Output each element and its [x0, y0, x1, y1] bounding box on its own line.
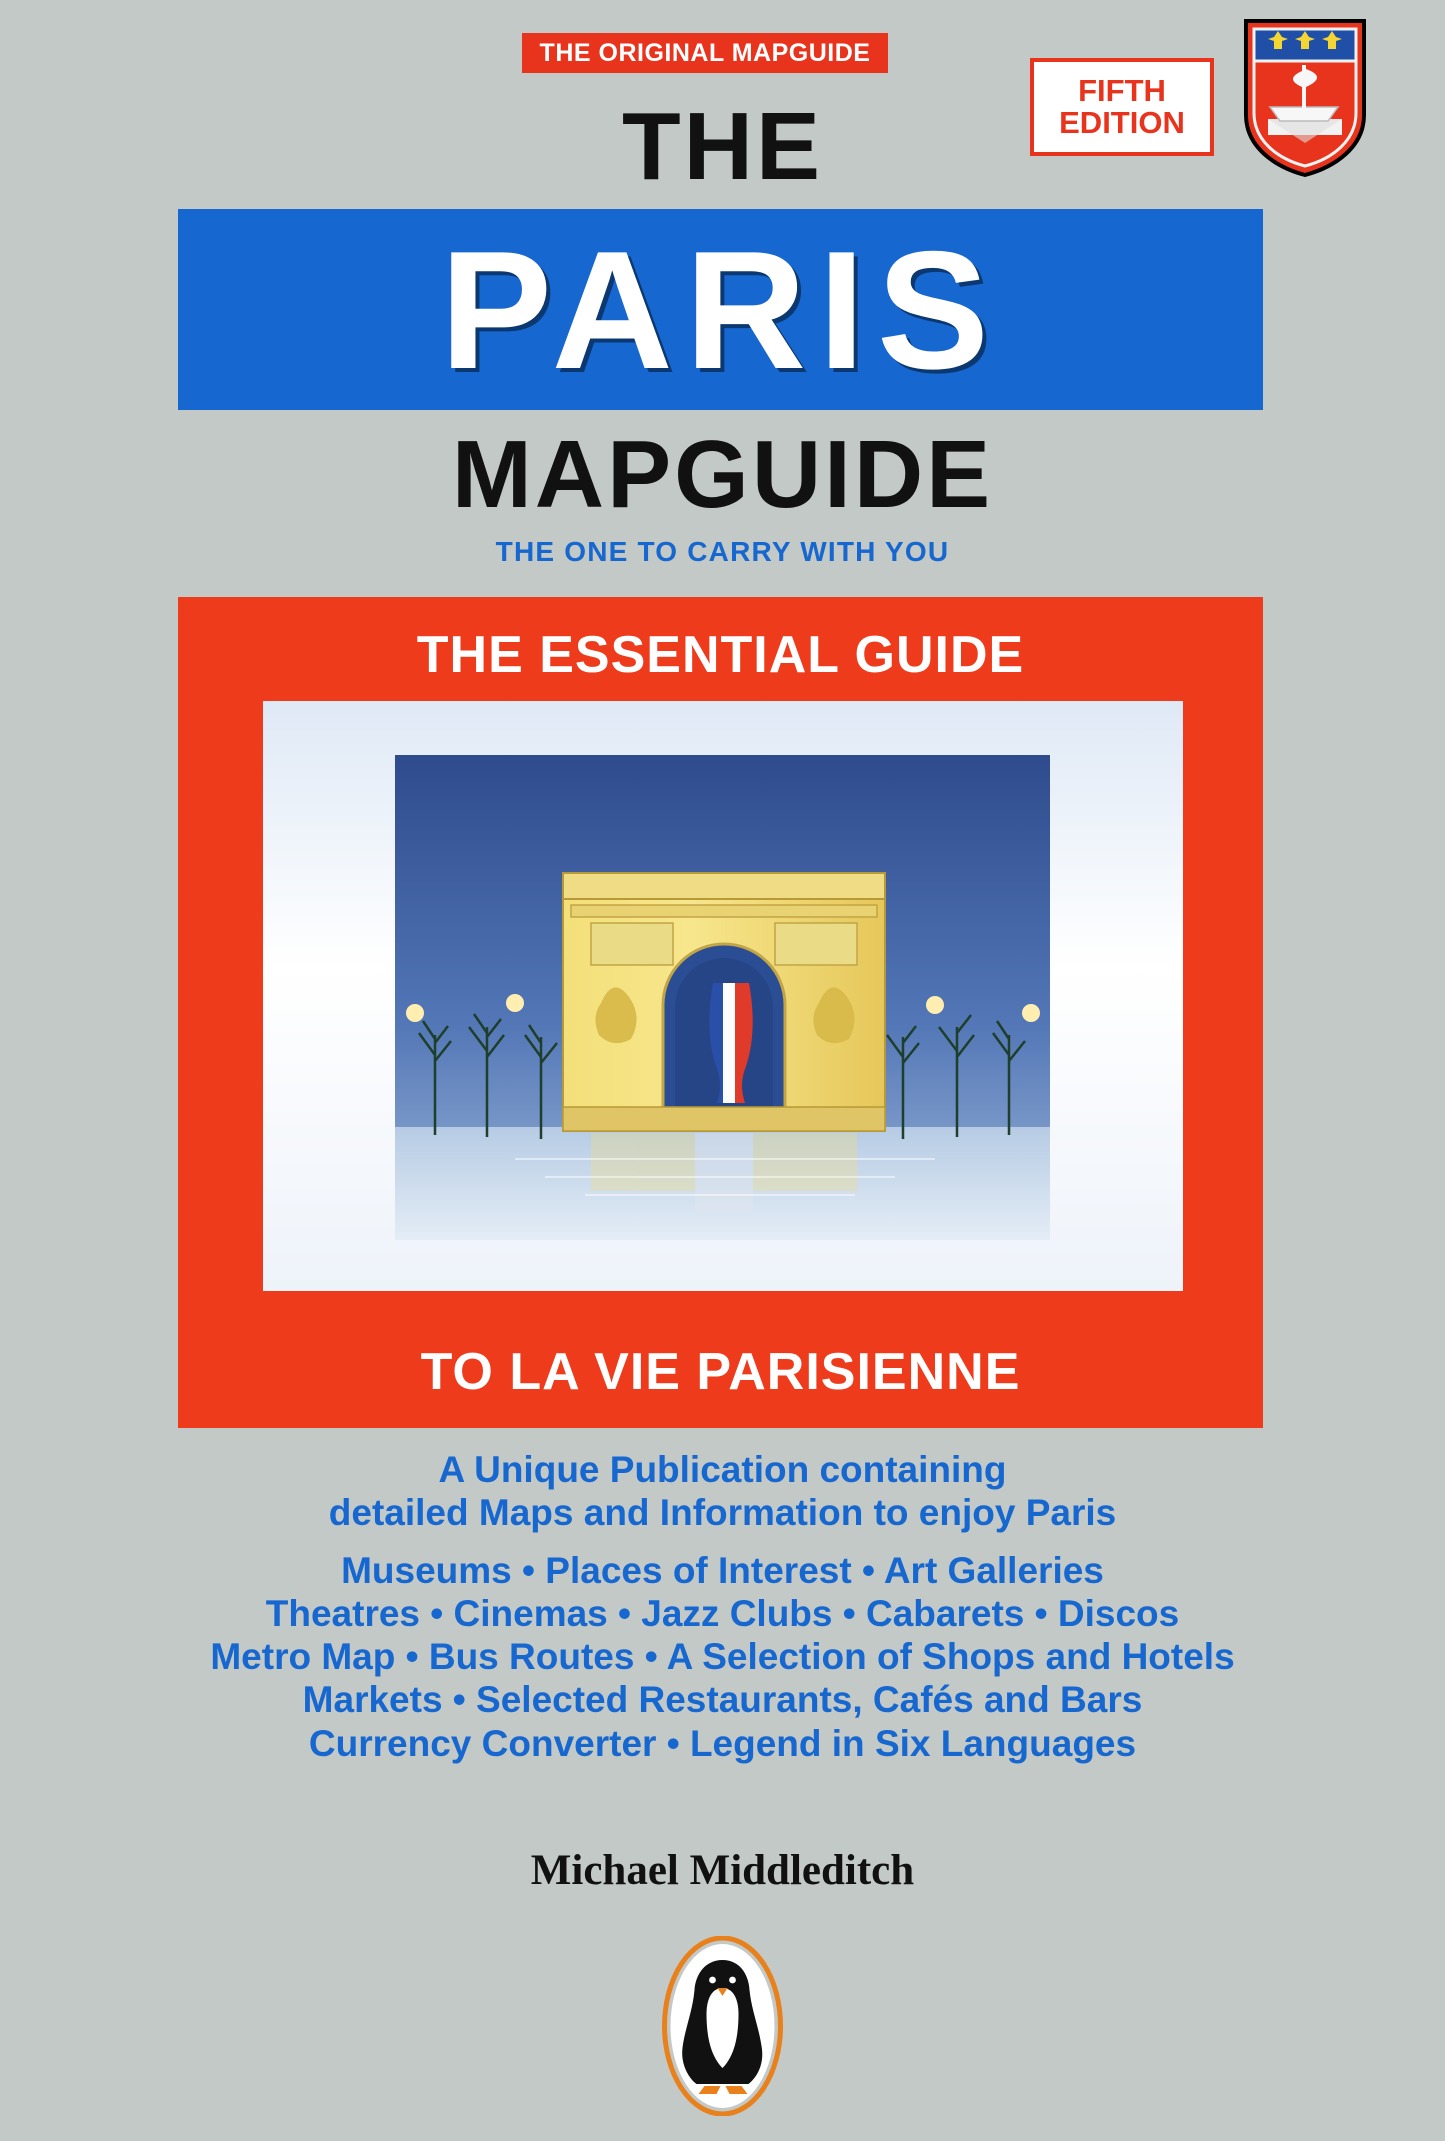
- original-mapguide-badge: THE ORIGINAL MAPGUIDE: [522, 33, 888, 73]
- edition-line-1: FIFTH: [1078, 73, 1166, 109]
- feature-line-2: Theatres • Cinemas • Jazz Clubs • Cabarets • Discos: [265, 1592, 1180, 1634]
- author-name: Michael Middleditch: [530, 1847, 915, 1894]
- penguin-logo-icon: [660, 1936, 785, 2116]
- lead-line-2: detailed Maps and Information to enjoy Paris: [328, 1492, 1117, 1534]
- title-the: THE: [622, 93, 823, 200]
- feature-text-block: [0, 1448, 1445, 1765]
- arc-de-triomphe-artwork: [395, 755, 1050, 1240]
- title-paris: PARIS: [440, 215, 1001, 404]
- illustration-frame: [263, 701, 1183, 1291]
- panel-heading-top: THE ESSENTIAL GUIDE: [416, 626, 1025, 684]
- feature-line-4: Markets • Selected Restaurants, Cafés and Bars: [302, 1679, 1143, 1721]
- title-mapguide: MAPGUIDE: [451, 421, 994, 528]
- panel-heading-bottom: TO LA VIE PARISIENNE: [420, 1343, 1021, 1401]
- feature-line-1: Museums • Places of Interest • Art Galleries: [341, 1549, 1104, 1591]
- tagline: THE ONE TO CARRY WITH YOU: [495, 536, 950, 567]
- arc-de-triomphe-illustration: [395, 755, 1050, 1240]
- red-feature-panel: [178, 597, 1263, 1428]
- edition-line-2: EDITION: [1059, 105, 1185, 140]
- feature-line-3: Metro Map • Bus Routes • A Selection of Shops and Hotels: [210, 1636, 1235, 1678]
- lead-line-1: A Unique Publication containing: [438, 1449, 1007, 1490]
- feature-line-5: Currency Converter • Legend in Six Languages: [308, 1722, 1137, 1764]
- title-paris-band: [178, 209, 1263, 410]
